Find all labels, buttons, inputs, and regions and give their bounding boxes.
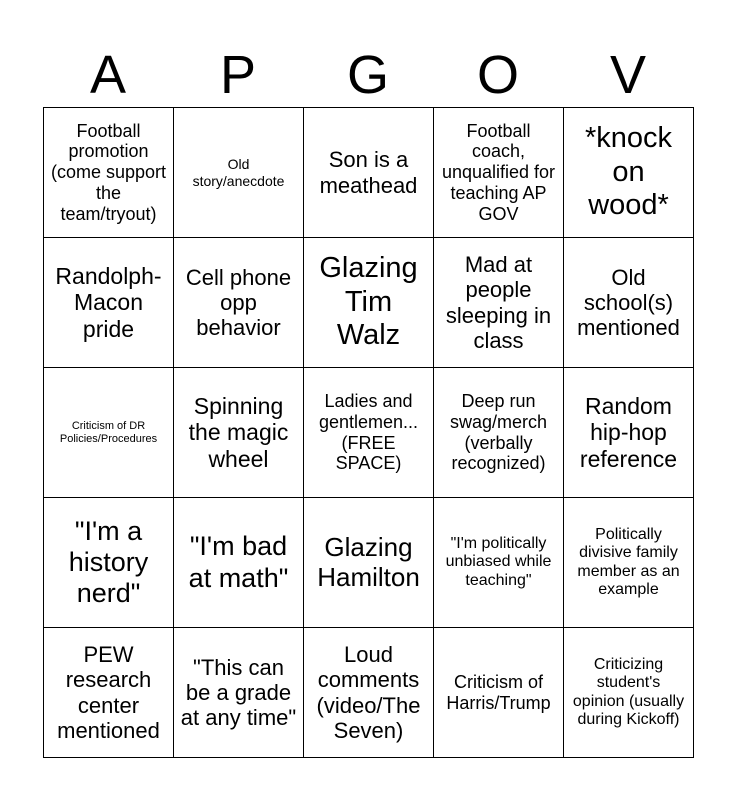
cell-text: Old story/anecdote [192,156,285,189]
bingo-cell[interactable] [174,238,304,368]
bingo-cell[interactable] [304,628,434,758]
cell-text: Son is a meathead [319,147,418,198]
bingo-cell[interactable] [304,238,434,368]
bingo-cell[interactable] [174,628,304,758]
cell-text: Glazing Hamilton [317,531,420,592]
bingo-cell[interactable] [564,498,694,628]
bingo-cell[interactable] [434,368,564,498]
cell-text: Ladies and gentlemen... (FREE SPACE) [318,391,419,474]
bingo-cell[interactable] [304,108,434,238]
cell-text: Random hip-hop reference [579,392,678,472]
header-letter-o: O [476,45,519,105]
header-letter-a: A [89,45,127,105]
bingo-cell[interactable] [304,498,434,628]
cell-text: "I'm politically unbiased while teaching" [445,534,552,589]
cell-text: Football coach, unqualified for teaching AP GOV [441,120,556,224]
bingo-header [43,42,693,108]
bingo-cell[interactable] [44,108,174,238]
cell-text: Spinning the magic wheel [188,392,289,472]
cell-text: PEW research center mentioned [57,641,160,743]
bingo-cell[interactable] [44,498,174,628]
bingo-cell[interactable] [44,368,174,498]
cell-text: "I'm bad at math" [188,531,289,593]
cell-text: Loud comments (video/The Seven) [316,641,421,743]
cell-text: Glazing Tim Walz [319,252,418,352]
header-letter-v: V [609,45,647,105]
header-letter-g: G [346,45,389,105]
bingo-cell[interactable] [304,368,434,498]
cell-text: "I'm a history nerd" [68,515,149,609]
cell-text: Criticism of DR Policies/Procedures [59,419,158,445]
bingo-cell[interactable] [564,108,694,238]
cell-text: Randolph-Macon pride [55,262,162,342]
cell-text: Criticism of Harris/Trump [446,671,551,713]
bingo-cell[interactable] [174,108,304,238]
cell-text: Football promotion (come support the team/tryout) [50,120,167,224]
cell-text: "This can be a grade at any time" [180,654,297,731]
bingo-cell[interactable] [564,628,694,758]
bingo-cell[interactable] [434,108,564,238]
bingo-cell[interactable] [434,498,564,628]
bingo-cell[interactable] [44,628,174,758]
cell-text: Mad at people sleeping in class [445,251,552,353]
cell-text: Deep run swag/merch (verbally recognized) [449,391,548,474]
bingo-cell[interactable] [44,238,174,368]
cell-text: Cell phone opp behavior [185,264,292,341]
cell-text: Criticizing student's opinion (usually during Kickoff) [572,655,685,728]
bingo-board [43,107,694,758]
bingo-cell[interactable] [434,238,564,368]
bingo-cell[interactable] [434,628,564,758]
bingo-cell[interactable] [564,368,694,498]
cell-text: Old school(s) mentioned [577,264,680,341]
bingo-cell[interactable] [564,238,694,368]
cell-text: *knock on wood* [584,122,673,222]
bingo-cell[interactable] [174,498,304,628]
cell-text: Politically divisive family member as an example [577,525,680,598]
header-letter-p: P [219,45,257,105]
bingo-cell[interactable] [174,368,304,498]
